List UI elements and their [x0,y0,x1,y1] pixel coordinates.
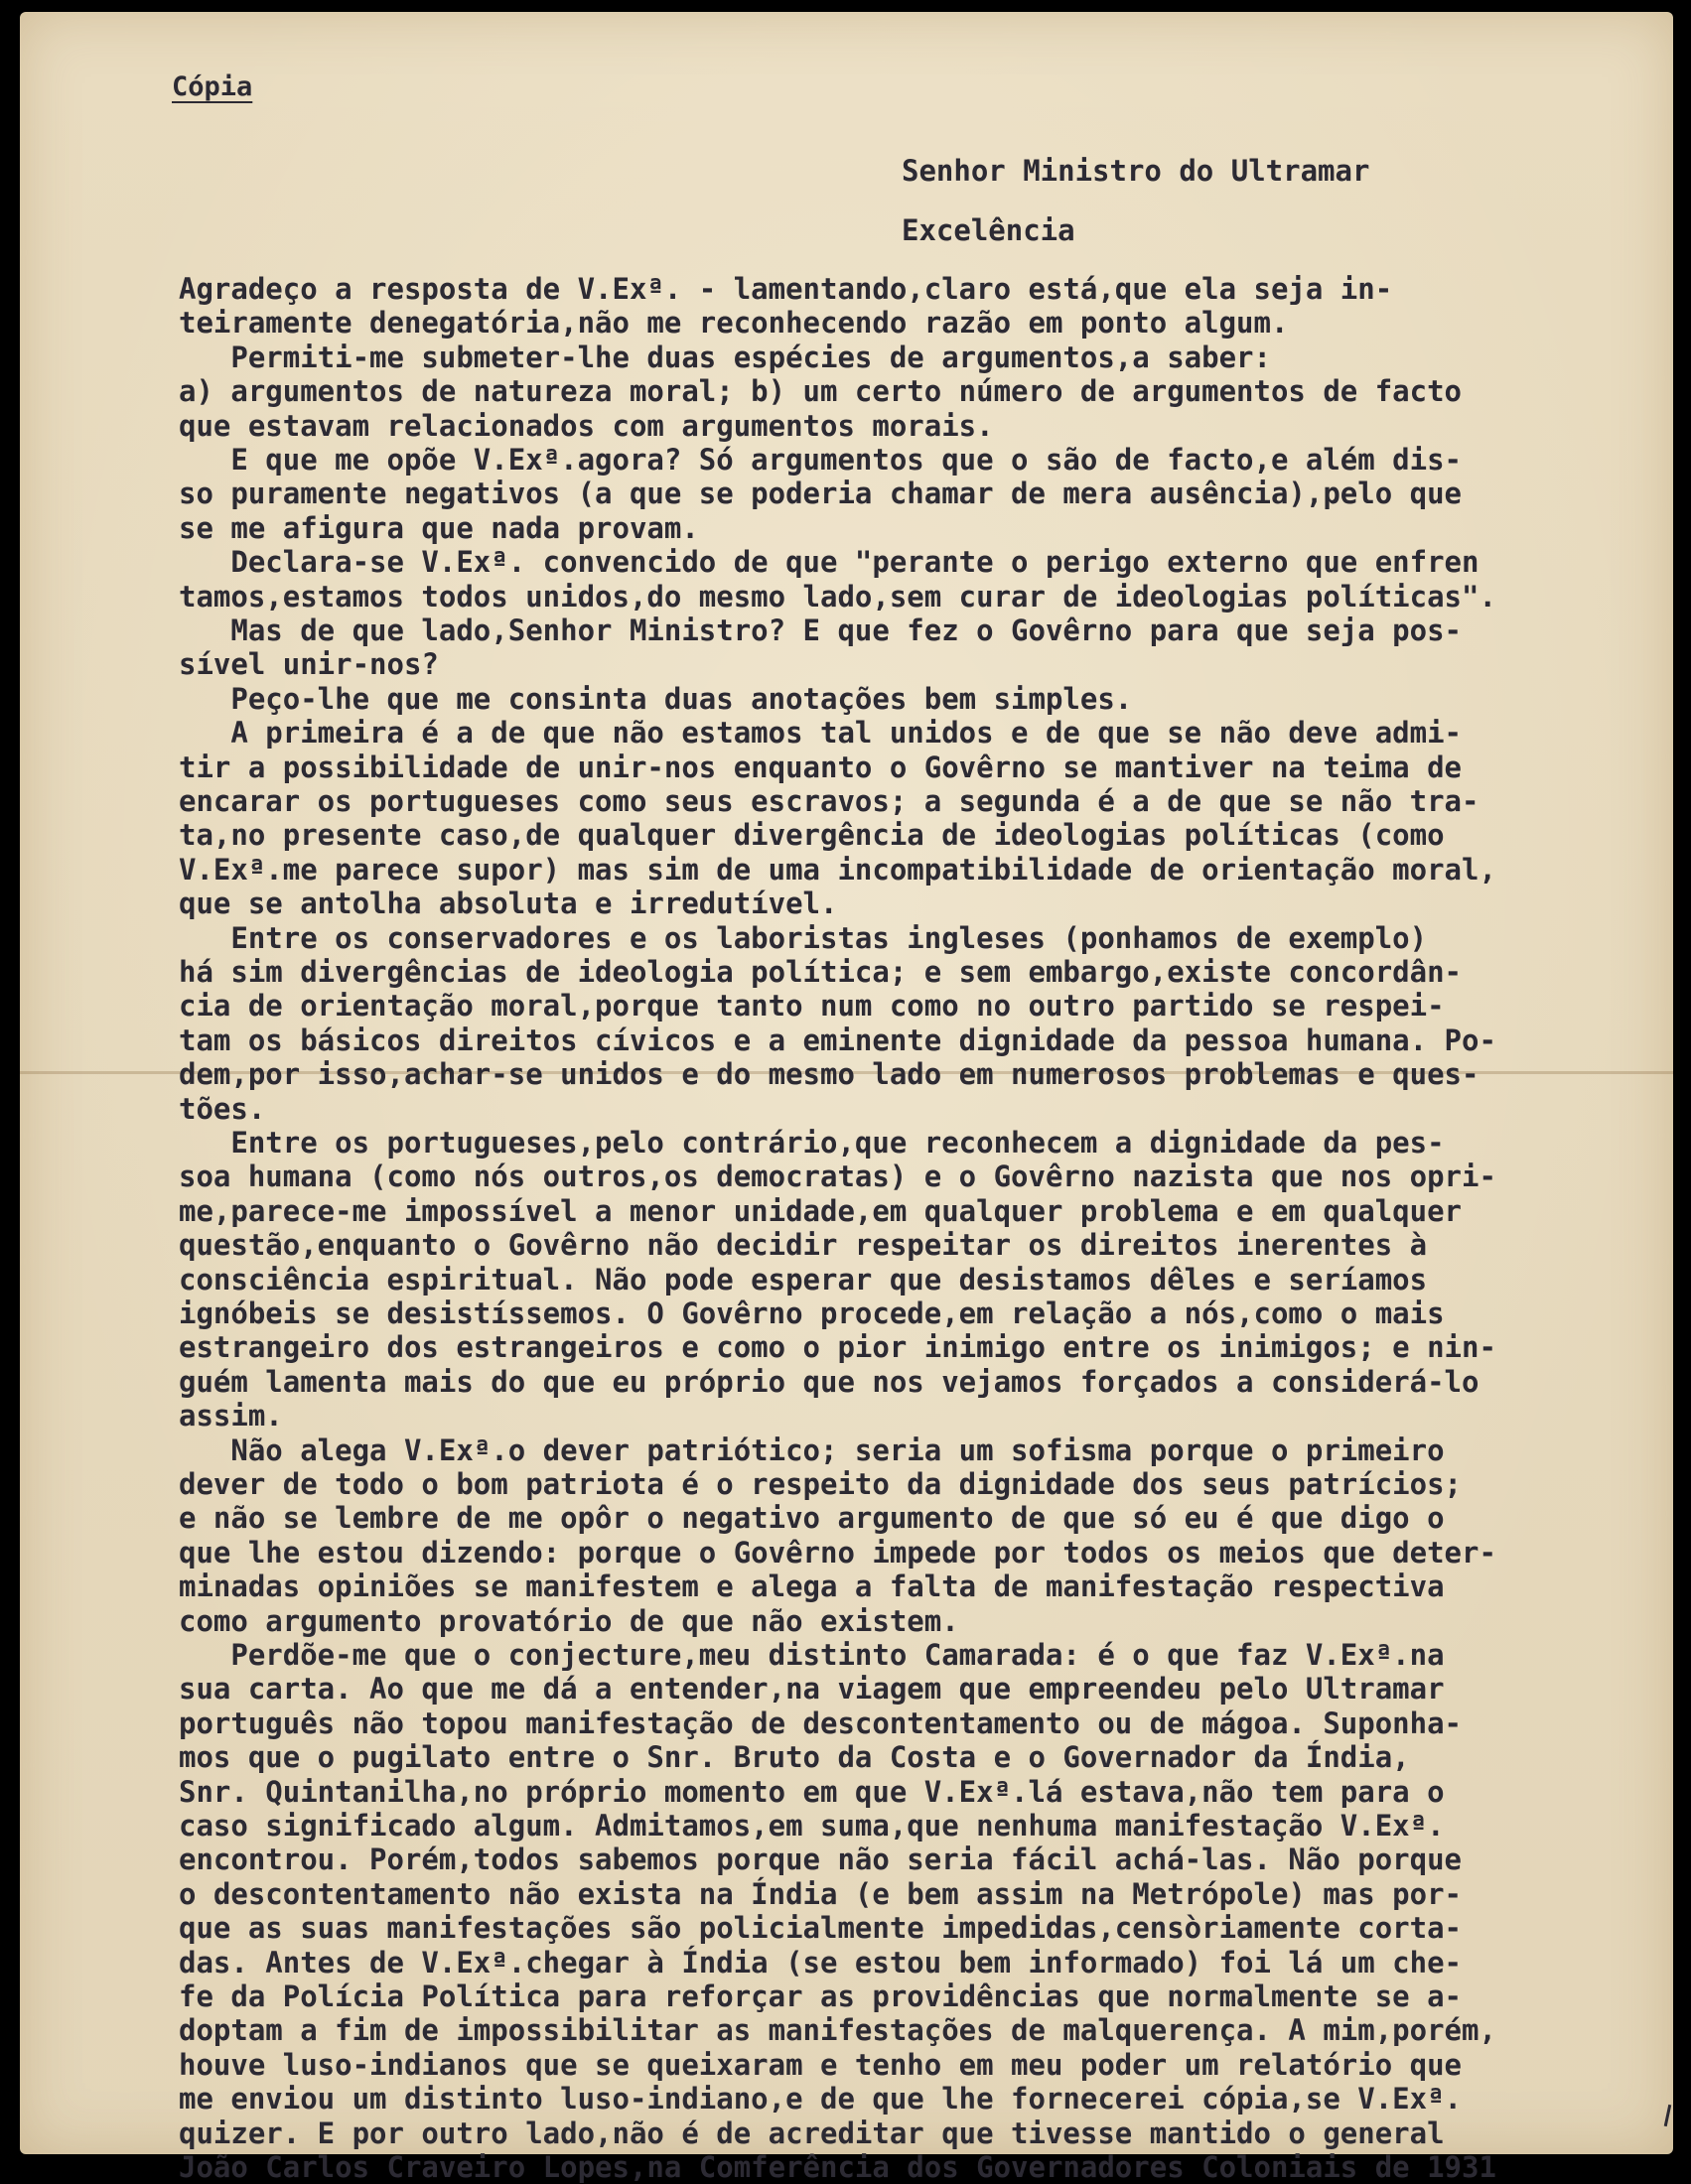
body-line: soa humana (como nós outros,os democratas) e o Govêrno nazista que nos opri- [179,1160,1496,1194]
body-line: sível unir-nos? [179,647,439,682]
body-line: encontrou. Porém,todos sabemos porque não seria fácil achá-las. Não porque [179,1843,1463,1877]
body-line: estrangeiro dos estrangeiros e como o pior inimigo entre os inimigos; e nin- [179,1330,1496,1365]
body-line: Perdõe-me que o conjecture,meu distinto Camarada: é o que faz V.Exª.na [179,1638,1445,1672]
body-line: Agradeço a resposta de V.Exª. - lamentando,claro está,que ela seja in- [179,272,1393,306]
body-line: se me afigura que nada provam. [179,510,699,545]
body-line: A primeira é a de que não estamos tal unidos e de que se não deve admi- [179,716,1463,751]
body-line: como argumento provatório de que não existem. [179,1603,959,1638]
body-line: fe da Polícia Política para reforçar as providências que normalmente se a- [179,1979,1463,2013]
body-line: tamos,estamos todos unidos,do mesmo lado,sem curar de ideologias políticas". [179,579,1496,614]
body-line: dever de todo o bom patriota é o respeito da dignidade dos seus patrícios; [179,1467,1463,1501]
body-line: encarar os portugueses como seus escravos; a segunda é a de que se não tra- [179,784,1480,818]
body-line: o descontentamento não exista na Índia (e bem assim na Metrópole) mas por- [179,1876,1463,1911]
body-line: João Carlos Craveiro Lopes,na Comferência dos Governadores Coloniais de 1931 [179,2150,1496,2184]
body-line: mos que o pugilato entre o Snr. Bruto da Costa e o Governador da Índia, [179,1740,1410,1775]
body-line: sua carta. Ao que me dá a entender,na viagem que empreendeu pelo Ultramar [179,1672,1445,1706]
pen-mark [1664,2105,1672,2126]
body-line: doptam a fim de impossibilitar as manifestações de malquerença. A mim,porém, [179,2013,1496,2048]
body-line: tam os básicos direitos cívicos e a eminente dignidade da pessoa humana. Po- [179,1023,1496,1057]
body-line: minadas opiniões se manifestem e alega a falta de manifestação respectiva [179,1570,1445,1604]
body-line: Permiti-me submeter-lhe duas espécies de argumentos,a saber: [179,340,1271,374]
body-line: e não se lembre de me opôr o negativo argumento de que só eu é que digo o [179,1501,1445,1536]
body-line: consciência espiritual. Não pode esperar que desistamos dêles e seríamos [179,1262,1428,1297]
body-line: Peço-lhe que me consinta duas anotações bem simples. [179,681,1133,716]
letter-page [20,12,1673,2184]
body-line: assim. [179,1399,283,1433]
body-line: tir a possibilidade de unir-nos enquanto o Govêrno se mantiver na teima de [179,750,1463,784]
body-line: V.Exª.me parece supor) mas sim de uma incompatibilidade de orientação moral, [179,852,1496,887]
body-line: Entre os portugueses,pelo contrário,que reconhecem a dignidade da pes- [179,1126,1445,1160]
body-line: teiramente denegatória,não me reconhecendo razão em ponto algum. [179,306,1289,341]
body-line: a) argumentos de natureza moral; b) um certo número de argumentos de facto [179,374,1463,409]
body-line: das. Antes de V.Exª.chegar à Índia (se estou bem informado) foi lá um che- [179,1945,1463,1979]
body-line: cia de orientação moral,porque tanto num como no outro partido se respei- [179,989,1445,1024]
body-line: ta,no presente caso,de qualquer divergência de ideologias políticas (como [179,818,1445,853]
body-line: quizer. E por outro lado,não é de acreditar que tivesse mantido o general [179,2116,1445,2150]
body-line: E que me opõe V.Exª.agora? Só argumentos que o são de facto,e além dis- [179,443,1463,477]
body-line: Entre os conservadores e os laboristas ingleses (ponhamos de exemplo) [179,920,1428,955]
body-line: Snr. Quintanilha,no próprio momento em que V.Exª.lá estava,não tem para o [179,1774,1445,1809]
body-line: português não topou manifestação de descontentamento ou de mágoa. Suponha- [179,1706,1463,1740]
body-line: ignóbeis se desistíssemos. O Govêrno procede,em relação a nós,como o mais [179,1297,1445,1330]
body-line: Não alega V.Exª.o dever patriótico; seria um sofisma porque o primeiro [179,1433,1445,1467]
body-line: questão,enquanto o Govêrno não decidir respeitar os direitos inerentes à [179,1228,1428,1263]
body-line: me,parece-me impossível a menor unidade,em qualquer problema e em qualquer [179,1193,1463,1228]
body-line: guém lamenta mais do que eu próprio que nos vejamos forçados a considerá-lo [179,1364,1480,1399]
body-line: que estavam relacionados com argumentos morais. [179,408,994,443]
body-line: dem,por isso,achar-se unidos e do mesmo lado em numerosos problemas e ques- [179,1057,1480,1092]
body-line: me enviou um distinto luso-indiano,e de que lhe fornecerei cópia,se V.Exª. [179,2082,1463,2116]
body-line: Declara-se V.Exª. convencido de que "perante o perigo externo que enfren [179,545,1480,580]
body-line: houve luso-indianos que se queixaram e tenho em meu poder um relatório que [179,2047,1463,2082]
salutation: Excelência [902,213,1075,247]
body-line: caso significado algum. Admitamos,em suma,que nenhuma manifestação V.Exª. [179,1809,1445,1843]
body-line: há sim divergências de ideologia política; e sem embargo,existe concordân- [179,955,1463,989]
body-line: que as suas manifestações são policialmente impedidas,censòriamente corta- [179,1911,1463,1946]
body-line: so puramente negativos (a que se poderia chamar de mera ausência),pelo que [179,477,1463,511]
body-line: que se antolha absoluta e irredutível. [179,887,838,921]
body-line: que lhe estou dizendo: porque o Govêrno impede por todos os meios que deter- [179,1535,1496,1570]
copy-label: Cópia [172,71,253,102]
addressee: Senhor Ministro do Ultramar [902,154,1370,188]
body-line: Mas de que lado,Senhor Ministro? E que fez o Govêrno para que seja pos- [179,614,1463,647]
body-line: tões. [179,1091,266,1126]
